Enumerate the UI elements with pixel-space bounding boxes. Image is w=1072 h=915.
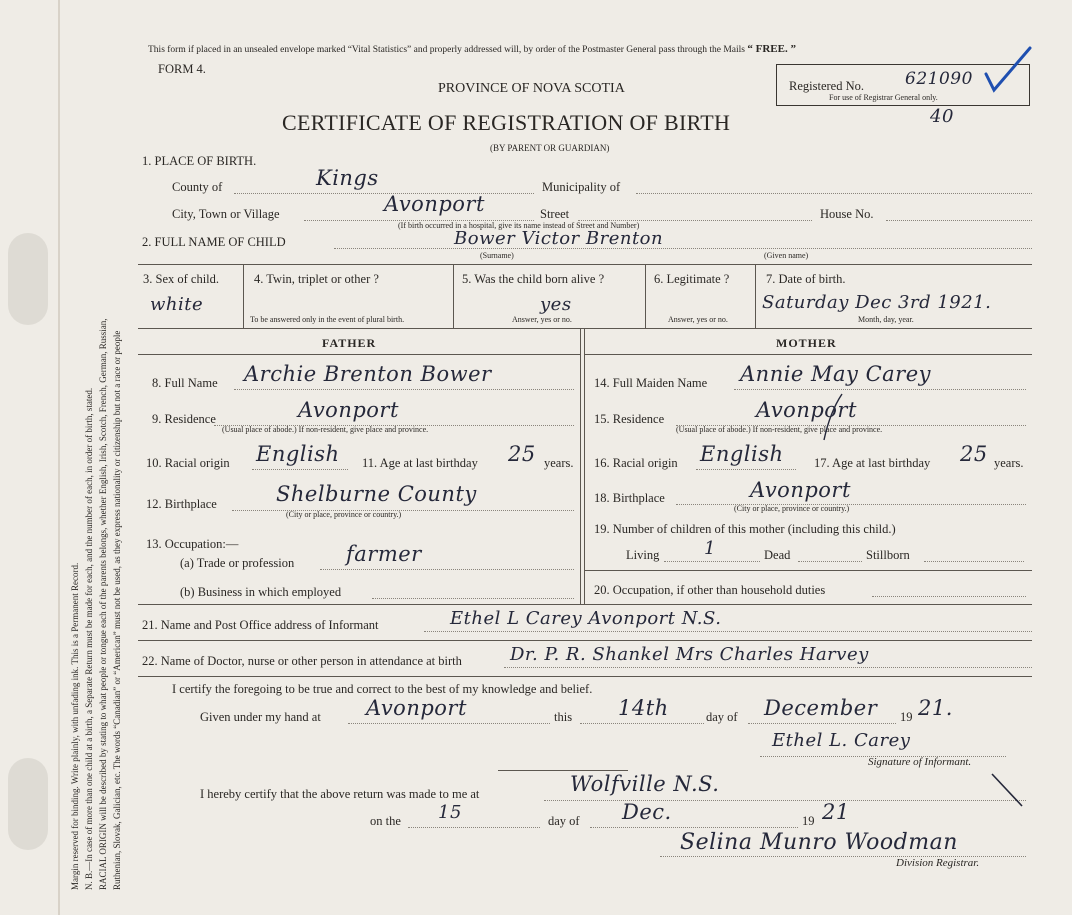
father-trade-line: [320, 569, 574, 570]
doctor-label: 22. Name of Doctor, nurse or other person in attendance at birth: [142, 654, 462, 668]
registrar-caption: Division Registrar.: [896, 857, 980, 869]
dob-note: Month, day, year.: [858, 315, 914, 324]
stillborn-label: Stillborn: [866, 548, 910, 562]
city-label: City, Town or Village: [172, 207, 280, 221]
mother-age-value: 25: [960, 442, 988, 466]
mail-note-text: This form if placed in an unsealed envelope marked “Vital Statistics” and properly addressed will, by order of the Postmaster General pass through the Mails: [148, 45, 745, 55]
living-label: Living: [626, 548, 660, 562]
mother-name-value: Annie May Carey: [740, 362, 932, 386]
father-residence-note: (Usual place of abode.) If non-resident, give place and province.: [222, 425, 429, 434]
side-note-racial-origin-cont: Ruthenian, Slovak, Galician, etc. The words “Canadian” or “American” must not be used, as they express nationality or citizenship but not a race or people: [112, 330, 122, 890]
binding-hole: [8, 233, 48, 325]
registrar-place-line: [544, 800, 1026, 801]
informant-line: [424, 631, 1032, 632]
registrar-signature: Selina Munro Woodman: [680, 830, 958, 855]
alive-note: Answer, yes or no.: [512, 315, 572, 324]
county-label: County of: [172, 180, 223, 194]
father-business-line: [372, 598, 574, 599]
surname-note: (Surname): [480, 251, 514, 260]
mother-residence-value: Avonport: [756, 398, 857, 422]
county-value: Kings: [316, 166, 379, 190]
mother-residence-note: (Usual place of abode.) If non-resident, give place and province.: [676, 425, 883, 434]
registrar-year-prefix: 19: [802, 814, 815, 828]
father-occupation-label: 13. Occupation:—: [146, 537, 239, 551]
month-line: [748, 723, 896, 724]
mother-children-label: 19. Number of children of this mother (including this child.): [594, 522, 896, 536]
city-value: Avonport: [384, 192, 485, 216]
registrar-day-of-label: day of: [548, 814, 580, 828]
father-age-unit: years.: [544, 456, 574, 470]
day-of-label: day of: [706, 710, 738, 724]
rule: [138, 640, 1032, 641]
pen-stroke-icon: [988, 770, 1028, 810]
registrar-month-value: Dec.: [622, 800, 672, 824]
check-mark-icon: [984, 46, 1032, 96]
father-birthplace-line: [232, 510, 574, 511]
rule: [584, 354, 1032, 355]
cert-day-value: 14th: [618, 696, 669, 720]
father-racial-value: English: [256, 442, 340, 466]
registrar-month-line: [590, 827, 798, 828]
mother-racial-line: [696, 469, 796, 470]
rule: [580, 328, 581, 604]
dead-label: Dead: [764, 548, 791, 562]
rule: [243, 264, 244, 328]
binding-margin-line: [58, 0, 60, 915]
father-birthplace-value: Shelburne County: [276, 482, 477, 506]
mother-racial-value: English: [700, 442, 784, 466]
legitimate-label: 6. Legitimate ?: [654, 272, 730, 286]
rule: [498, 770, 628, 771]
given-place-line: [348, 723, 550, 724]
cert-month-value: December: [764, 696, 878, 720]
rule: [138, 676, 1032, 677]
mother-occupation-label: 20. Occupation, if other than household duties: [594, 583, 826, 597]
rule: [138, 354, 580, 355]
legitimate-note: Answer, yes or no.: [668, 315, 728, 324]
child-name-value: Bower Victor Brenton: [454, 228, 664, 249]
mother-name-line: [734, 389, 1026, 390]
mother-age-label: 17. Age at last birthday: [814, 456, 931, 470]
registrar-use-note: For use of Registrar General only.: [829, 93, 938, 102]
house-label: House No.: [820, 207, 874, 221]
pen-stroke-icon: [802, 386, 862, 446]
rule: [138, 264, 1032, 265]
street-label: Street: [540, 207, 570, 221]
place-of-birth-heading: 1. PLACE OF BIRTH.: [142, 154, 257, 168]
mother-birthplace-label: 18. Birthplace: [594, 491, 665, 505]
page-subtitle: (BY PARENT OR GUARDIAN): [490, 143, 610, 153]
mother-birthplace-value: Avonport: [750, 478, 851, 502]
sex-value: white: [150, 294, 204, 315]
rule: [138, 328, 1032, 329]
this-label: this: [554, 710, 573, 724]
informant-signature: Ethel L. Carey: [772, 730, 911, 751]
registrar-place-value: Wolfville N.S.: [570, 772, 720, 796]
municipality-label: Municipality of: [542, 180, 621, 194]
alive-value: yes: [540, 294, 572, 315]
father-business-label: (b) Business in which employed: [180, 585, 342, 599]
father-name-value: Archie Brenton Bower: [244, 362, 492, 386]
informant-value: Ethel L Carey Avonport N.S.: [450, 608, 722, 629]
year-prefix: 19: [900, 710, 913, 724]
father-racial-line: [252, 469, 348, 470]
father-birthplace-label: 12. Birthplace: [146, 497, 217, 511]
registrar-year-value: 21: [822, 800, 850, 824]
day-line: [580, 723, 704, 724]
father-age-label: 11. Age at last birthday: [362, 456, 478, 470]
province-heading: PROVINCE OF NOVA SCOTIA: [438, 81, 625, 96]
mother-age-unit: years.: [994, 456, 1024, 470]
certify-statement: I certify the foregoing to be true and correct to the best of my knowledge and belief.: [172, 682, 593, 696]
registrar-statement: I hereby certify that the above return was made to me at: [200, 787, 480, 801]
mail-note: [148, 43, 796, 55]
mother-occupation-line: [872, 596, 1026, 597]
doctor-value: Dr. P. R. Shankel Mrs Charles Harvey: [510, 644, 869, 665]
rule: [584, 570, 1032, 571]
mother-name-label: 14. Full Maiden Name: [594, 376, 708, 390]
stillborn-line: [924, 561, 1024, 562]
mail-note-free: “ FREE. ”: [747, 43, 796, 55]
mother-birthplace-note: (City or place, province or country.): [734, 504, 850, 513]
rule: [138, 604, 1032, 605]
side-note-binding: Margin reserved for binding. Write plainly, with unfading ink. This is a Permanent Record.: [70, 562, 80, 890]
father-heading: FATHER: [322, 336, 377, 350]
informant-label: 21. Name and Post Office address of Informant: [142, 618, 379, 632]
rule: [755, 264, 756, 328]
title-note: 40: [930, 106, 954, 127]
alive-label: 5. Was the child born alive ?: [462, 272, 605, 286]
rule: [453, 264, 454, 328]
rule: [645, 264, 646, 328]
registered-label: Registered No.: [789, 79, 864, 93]
child-name-line: [334, 248, 1032, 249]
mother-racial-label: 16. Racial origin: [594, 456, 678, 470]
page-title: CERTIFICATE OF REGISTRATION OF BIRTH: [282, 110, 731, 135]
hospital-note: (If birth occurred in a hospital, give its name instead of Street and Number): [398, 221, 640, 230]
municipality-line: [636, 193, 1032, 194]
given-name-note: (Given name): [764, 251, 809, 260]
father-trade-label: (a) Trade or profession: [180, 556, 295, 570]
mother-residence-label: 15. Residence: [594, 412, 665, 426]
dob-label: 7. Date of birth.: [766, 272, 846, 286]
father-name-label: 8. Full Name: [152, 376, 218, 390]
rule: [584, 328, 585, 604]
side-note-multiple-births: N. B.—In case of more than one child at a birth, a Separate Return must be made for each, and the number of each, in order of birth, stated.: [84, 387, 94, 890]
father-trade-value: farmer: [346, 542, 422, 566]
form-number: FORM 4.: [158, 62, 206, 76]
registered-number: 621090: [905, 69, 973, 89]
on-the-label: on the: [370, 814, 401, 828]
father-birthplace-note: (City or place, province or country.): [286, 510, 402, 519]
dead-line: [798, 561, 862, 562]
father-residence-value: Avonport: [298, 398, 399, 422]
binding-hole: [8, 758, 48, 850]
mother-heading: MOTHER: [776, 336, 837, 350]
child-name-label: 2. FULL NAME OF CHILD: [142, 235, 286, 249]
given-place-value: Avonport: [366, 696, 467, 720]
side-note-racial-origin: RACIAL ORIGIN will be described by stating to what people or tongue each of the parents belongs, whether English, Irish, Scotch, French, German, Russian,: [98, 318, 108, 890]
twin-note: To be answered only in the event of plural birth.: [250, 315, 405, 324]
dob-value: Saturday Dec 3rd 1921.: [762, 292, 992, 313]
mother-birthplace-line: [676, 504, 1026, 505]
living-line: [664, 561, 760, 562]
registrar-day-line: [408, 827, 540, 828]
doctor-line: [504, 667, 1032, 668]
father-racial-label: 10. Racial origin: [146, 456, 230, 470]
registrar-day-value: 15: [438, 802, 462, 823]
house-line: [886, 220, 1032, 221]
sex-label: 3. Sex of child.: [143, 272, 220, 286]
given-under-label: Given under my hand at: [200, 710, 321, 724]
father-age-value: 25: [508, 442, 536, 466]
cert-year-value: 21.: [918, 696, 953, 720]
twin-label: 4. Twin, triplet or other ?: [254, 272, 379, 286]
living-value: 1: [704, 538, 716, 559]
signature-caption: Signature of Informant.: [868, 756, 972, 768]
father-name-line: [234, 389, 574, 390]
father-residence-label: 9. Residence: [152, 412, 216, 426]
